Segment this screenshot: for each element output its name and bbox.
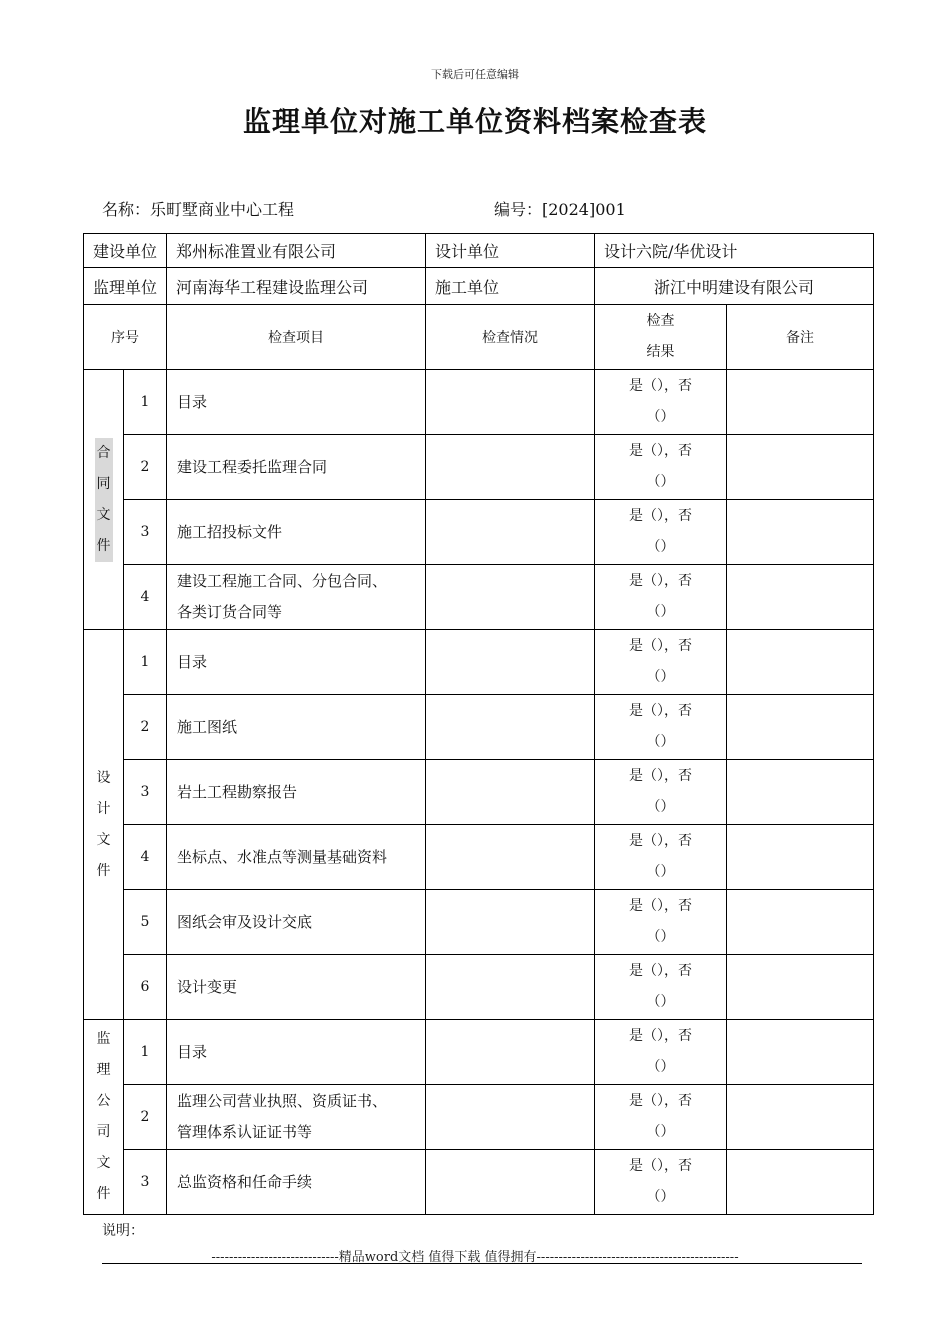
category-char: 公	[96, 1093, 111, 1109]
table-row	[84, 1150, 874, 1215]
row-number: 2	[124, 695, 167, 760]
result-paren: （）	[646, 1124, 675, 1140]
remark-cell[interactable]	[727, 890, 874, 955]
supervise-unit-label: 监理单位	[84, 268, 167, 305]
design-unit-value: 设计六院/华优设计	[595, 234, 874, 268]
remark-cell[interactable]	[727, 435, 874, 500]
check-situation-cell[interactable]	[426, 760, 595, 825]
row-number: 3	[124, 1150, 167, 1215]
check-situation-cell[interactable]	[426, 695, 595, 760]
category-char: 件	[95, 531, 113, 562]
check-situation-cell[interactable]	[426, 1020, 595, 1085]
category-char: 司	[96, 1124, 111, 1140]
project-name: 名称：乐町墅商业中心工程	[102, 200, 295, 219]
result-paren: （）	[646, 799, 675, 815]
check-item	[167, 1085, 426, 1150]
result-paren: （）	[646, 929, 675, 945]
check-result-cell[interactable]	[595, 825, 727, 890]
check-item-line: 施工图纸	[177, 717, 238, 736]
table-row	[84, 955, 874, 1020]
category-char: 合	[95, 438, 113, 469]
table-row	[84, 1020, 874, 1085]
row-number: 4	[124, 565, 167, 630]
result-yes-no: 是（），否	[629, 1093, 693, 1109]
check-situation-cell[interactable]	[426, 565, 595, 630]
check-situation-cell[interactable]	[426, 890, 595, 955]
check-result-cell[interactable]	[595, 500, 727, 565]
remark-cell[interactable]	[727, 370, 874, 435]
result-paren: （）	[646, 864, 675, 880]
check-item-line: 监理公司营业执照、资质证书、	[177, 1092, 388, 1110]
check-item	[167, 370, 426, 435]
check-item	[167, 890, 426, 955]
check-situation-cell[interactable]	[426, 1085, 595, 1150]
check-item-line: 岩土工程勘察报告	[177, 782, 298, 801]
check-situation-cell[interactable]	[426, 370, 595, 435]
result-paren: （）	[646, 1189, 675, 1205]
row-number: 3	[124, 760, 167, 825]
check-item-line: 目录	[177, 1042, 208, 1061]
footer-text: -----------------------------精品word文档 值得下载 值得拥有----------------------------------------------	[211, 1250, 739, 1265]
row-number: 3	[124, 500, 167, 565]
category-char: 计	[96, 800, 111, 817]
check-item	[167, 565, 426, 630]
column-result-line-2: 结果	[646, 344, 675, 360]
table-row	[84, 695, 874, 760]
remark-cell[interactable]	[727, 825, 874, 890]
category-char: 文	[96, 1155, 111, 1171]
check-item-line: 建设工程委托监理合同	[177, 457, 328, 476]
category-char: 件	[96, 862, 111, 879]
result-yes-no: 是（），否	[629, 1028, 693, 1044]
check-situation-cell[interactable]	[426, 630, 595, 695]
result-yes-no: 是（），否	[629, 638, 693, 654]
check-situation-cell[interactable]	[426, 1150, 595, 1215]
column-remark: 备注	[727, 305, 874, 370]
category-char: 件	[96, 1186, 111, 1202]
row-number: 6	[124, 955, 167, 1020]
table-row	[84, 1085, 874, 1150]
check-result-cell[interactable]	[595, 370, 727, 435]
result-yes-no: 是（），否	[629, 443, 693, 459]
check-item	[167, 955, 426, 1020]
table-row	[84, 890, 874, 955]
result-yes-no: 是（），否	[629, 1158, 693, 1174]
check-item	[167, 760, 426, 825]
table-row	[84, 630, 874, 695]
check-situation-cell[interactable]	[426, 955, 595, 1020]
remark-cell[interactable]	[727, 955, 874, 1020]
table-row	[84, 760, 874, 825]
category-char: 文	[96, 831, 111, 848]
check-item-line: 建设工程施工合同、分包合同、	[177, 572, 388, 590]
category-label	[84, 630, 124, 1020]
construct-unit-value: 浙江中明建设有限公司	[595, 268, 874, 305]
category-char: 监	[96, 1031, 111, 1047]
check-item	[167, 1020, 426, 1085]
table-row	[84, 370, 874, 435]
check-item	[167, 630, 426, 695]
check-item-line: 总监资格和任命手续	[177, 1172, 313, 1191]
remark-cell[interactable]	[727, 760, 874, 825]
column-seq: 序号	[84, 305, 167, 370]
table-row	[84, 500, 874, 565]
column-item: 检查项目	[167, 305, 426, 370]
column-result-line-1: 检查	[646, 313, 675, 329]
check-item	[167, 1150, 426, 1215]
footer-divider	[102, 1263, 862, 1264]
row-number: 1	[124, 370, 167, 435]
result-paren: （）	[646, 474, 675, 490]
category-label	[84, 1020, 124, 1215]
remark-cell[interactable]	[727, 695, 874, 760]
category-char: 理	[96, 1062, 111, 1078]
construct-unit-label: 施工单位	[426, 268, 595, 305]
check-result-cell[interactable]	[595, 1085, 727, 1150]
document-code: 编号：[2024]001	[494, 200, 626, 219]
check-item-line: 坐标点、水准点等测量基础资料	[177, 847, 388, 866]
check-item-line: 设计变更	[177, 977, 238, 996]
row-number: 1	[124, 630, 167, 695]
table-row	[84, 825, 874, 890]
check-result-cell[interactable]	[595, 955, 727, 1020]
note-label: 说明：	[102, 1223, 144, 1239]
result-paren: （）	[646, 994, 675, 1010]
page-title: 监理单位对施工单位资料档案检查表	[242, 105, 707, 138]
result-paren: （）	[646, 734, 675, 750]
check-result-cell[interactable]	[595, 760, 727, 825]
category-char: 文	[95, 500, 113, 531]
check-item	[167, 500, 426, 565]
check-item-line: 施工招投标文件	[177, 522, 283, 541]
check-result-cell[interactable]	[595, 890, 727, 955]
row-number: 2	[124, 1085, 167, 1150]
result-yes-no: 是（），否	[629, 573, 693, 589]
check-result-cell[interactable]	[595, 565, 727, 630]
check-item-line: 图纸会审及设计交底	[177, 912, 313, 931]
result-yes-no: 是（），否	[629, 508, 693, 524]
row-number: 4	[124, 825, 167, 890]
table-row	[84, 565, 874, 630]
result-paren: （）	[646, 669, 675, 685]
category-char: 同	[95, 469, 113, 500]
check-situation-cell[interactable]	[426, 825, 595, 890]
remark-cell[interactable]	[727, 500, 874, 565]
check-item-line: 目录	[177, 652, 208, 671]
check-situation-cell[interactable]	[426, 435, 595, 500]
result-yes-no: 是（），否	[629, 963, 693, 979]
check-situation-cell[interactable]	[426, 500, 595, 565]
inspection-table	[83, 233, 874, 1215]
remark-cell[interactable]	[727, 1085, 874, 1150]
supervise-unit-value: 河南海华工程建设监理公司	[167, 268, 426, 305]
check-item	[167, 825, 426, 890]
check-item-line: 目录	[177, 392, 208, 411]
result-yes-no: 是（），否	[629, 703, 693, 719]
column-result	[595, 305, 727, 370]
check-item	[167, 435, 426, 500]
result-yes-no: 是（），否	[629, 833, 693, 849]
remark-cell[interactable]	[727, 630, 874, 695]
result-paren: （）	[646, 1059, 675, 1075]
build-unit-value: 郑州标准置业有限公司	[167, 234, 426, 268]
check-item-line: 各类订货合同等	[177, 603, 283, 621]
check-item	[167, 695, 426, 760]
check-result-cell[interactable]	[595, 1150, 727, 1215]
check-result-cell[interactable]	[595, 1020, 727, 1085]
table-row	[84, 435, 874, 500]
build-unit-label: 建设单位	[84, 234, 167, 268]
remark-cell[interactable]	[727, 1150, 874, 1215]
result-yes-no: 是（），否	[629, 768, 693, 784]
check-result-cell[interactable]	[595, 630, 727, 695]
check-item-line: 管理体系认证证书等	[177, 1123, 313, 1141]
header-note: 下载后可任意编辑	[431, 68, 519, 81]
result-yes-no: 是（），否	[629, 378, 693, 394]
result-yes-no: 是（），否	[629, 898, 693, 914]
result-paren: （）	[646, 409, 675, 425]
row-number: 5	[124, 890, 167, 955]
design-unit-label: 设计单位	[426, 234, 595, 268]
result-paren: （）	[646, 604, 675, 620]
check-result-cell[interactable]	[595, 695, 727, 760]
row-number: 2	[124, 435, 167, 500]
row-number: 1	[124, 1020, 167, 1085]
remark-cell[interactable]	[727, 565, 874, 630]
column-situation: 检查情况	[426, 305, 595, 370]
result-paren: （）	[646, 539, 675, 555]
category-char: 设	[96, 769, 111, 786]
remark-cell[interactable]	[727, 1020, 874, 1085]
check-result-cell[interactable]	[595, 435, 727, 500]
category-label	[84, 370, 124, 630]
